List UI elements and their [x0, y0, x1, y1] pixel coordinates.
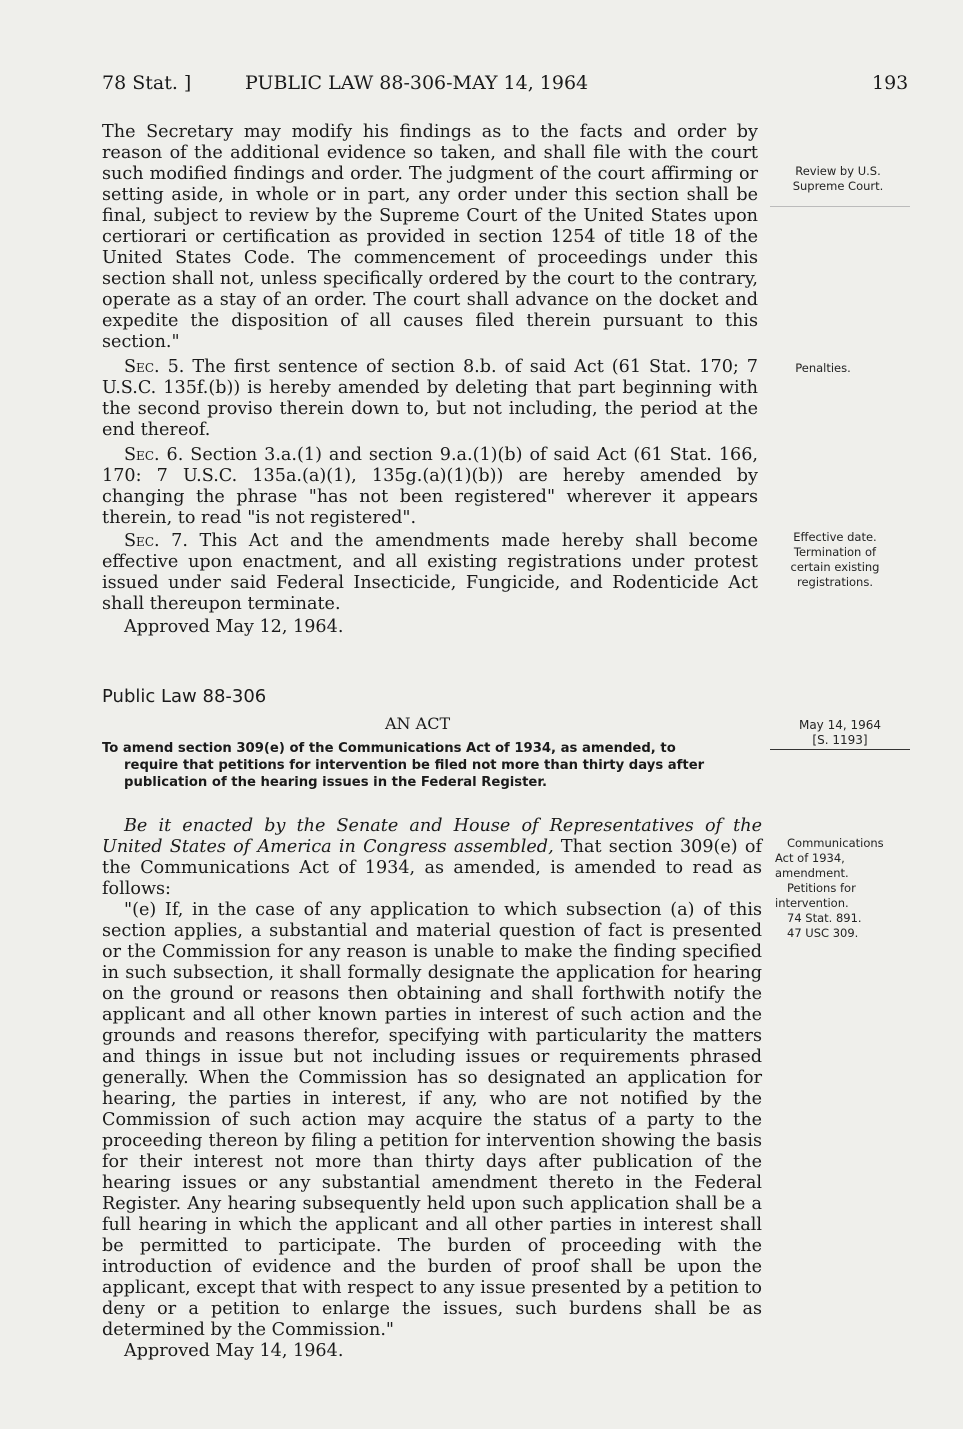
sidenote-comm-line7: 47 USC 309.	[787, 926, 859, 940]
sidenote-comm-line3: amendment.	[775, 866, 849, 880]
subsection-e: "(e) If, in the case of any application to which subsection (a) of this section applies, a substantial and material question of fact is presented or the Commission for any reason is unable to make the finding specified in such subsection, it shall formally designate the application for hearing on the ground or reasons then obtaining and shall forthwith notify the applicant and all other known parties in interest of such action and the grounds and reasons therefor, specifying with particularity the matters and things in issue but not including issues or requirements phrased generally. When the Commission has so designated an application for hearing, the parties in interest, if any, who are not notified by the Commission of such action may acquire the status of a party to the proceeding thereon by filing a petition for intervention showing the basis for their interest not more than thirty days after publication of the hearing issues or any substantial amendment thereto in the Federal Register. Any hearing subsequently held upon such application shall be a full hearing in which the applicant and all other parties in interest shall be permitted to participate. The burden of proceeding with the introduction of evidence and the burden of proof shall be upon the applicant, except that with respect to any issue presented by a petition to deny or a petition to enlarge the issues, such burdens shall be as determined by the Commission."	[102, 900, 762, 1340]
approved-may-12: Approved May 12, 1964.	[124, 617, 344, 637]
body-upper	[102, 122, 758, 638]
approved-may-14: Approved May 14, 1964.	[124, 1341, 344, 1361]
sec6-text: Section 3.a.(1) and section 9.a.(1)(b) of said Act (61 Stat. 166, 170: 7 U.S.C. 135a.(a)(1), 135g.(a)(1)(b)) are hereby amended by changing the phrase "has not been registered" wherever it appears therein, to read "is not registered".	[102, 445, 759, 528]
sidenote-eff-line4: registrations.	[797, 575, 873, 589]
body-lower	[102, 816, 762, 1362]
sec7-text: This Act and the amendments made hereby shall become effective upon enactment, and all existing registrations under protest issued under said Federal Insecticide, Fungicide, and Rodenticide Act shall thereupon terminate.	[102, 531, 759, 614]
sidenote-eff-line1: Effective date.	[793, 530, 877, 544]
an-act-heading: AN ACT	[385, 714, 451, 733]
sec5-label: Sec. 5.	[124, 357, 185, 377]
act-title-line1: To amend section 309(e) of the Communications Act of 1934, as amended, to	[102, 741, 676, 756]
paragraph-sec7	[102, 531, 758, 615]
sidenote-bill-date	[775, 718, 905, 748]
sidenote-eff-line3: certain existing	[790, 560, 880, 574]
act-title-line2: require that petitions for intervention be filed not more than thirty days after publication of the hearing issues in the Federal Register.	[124, 758, 705, 790]
sidenote-comm-line2: Act of 1934,	[775, 851, 845, 865]
sidenote-eff-line2: Termination of	[793, 545, 877, 559]
paragraph-sec5	[102, 357, 758, 441]
public-law-title: Public Law 88-306	[102, 686, 267, 707]
sidenote-divider	[770, 206, 910, 207]
act-title	[102, 740, 762, 791]
sidenote-date-line1: May 14, 1964	[798, 718, 882, 732]
enacting-clause	[102, 816, 762, 900]
header-title: PUBLIC LAW 88-306-MAY 14, 1964	[245, 72, 589, 94]
header-page-number: 193	[872, 72, 909, 94]
sidenote-comm-line1: Communications	[787, 836, 884, 850]
paragraph-secretary-findings: The Secretary may modify his findings as to the facts and order by reason of the additional evidence so taken, and shall file with the court such modified findings and order. The judgment of the court affirming or setting aside, in whole or in part, any order under this section shall be final, subject to review by the Supreme Court of the United States upon certiorari or certification as provided in section 1254 of title 18 of the United States Code. The commencement of proceedings under this section shall not, unless specifically ordered by the court to the contrary, operate as a stay of an order. The court shall advance on the docket and expedite the disposition of all causes filed therein pursuant to this section."	[102, 122, 758, 352]
sec6-label: Sec. 6.	[124, 445, 184, 465]
sidenote-comm-line5: intervention.	[775, 896, 849, 910]
sidenote-rule	[770, 749, 910, 750]
sidenote-review-line1: Review by U.S.	[795, 164, 881, 178]
enacting-clause-italic: Be it enacted by the Senate and House of Representatives of the United States of America in Congress assembled,	[102, 816, 762, 857]
header-stat-citation: 78 Stat. ]	[102, 72, 192, 94]
sidenote-review	[763, 164, 913, 194]
sec7-label: Sec. 7.	[124, 531, 188, 551]
sidenote-review-line2: Supreme Court.	[792, 179, 884, 193]
paragraph-sec6	[102, 445, 758, 529]
sec5-text: The first sentence of section 8.b. of said Act (61 Stat. 170; 7 U.S.C. 135f.(b)) is hereby amended by deleting that part beginning with the second proviso therein down to, but not including, the period at the end thereof.	[102, 357, 759, 440]
enacting-clause-rest: That section 309(e) of the Communications Act of 1934, as amended, is amended to read as follows:	[102, 837, 763, 899]
sidenote-communications	[775, 836, 915, 941]
sidenote-date-line2: [S. 1193]	[812, 733, 868, 747]
sidenote-comm-line4: Petitions for	[787, 881, 856, 895]
sidenote-penalties: Penalties.	[795, 361, 851, 375]
sidenote-comm-line6: 74 Stat. 891.	[787, 911, 862, 925]
sidenote-effective-date	[770, 530, 900, 590]
